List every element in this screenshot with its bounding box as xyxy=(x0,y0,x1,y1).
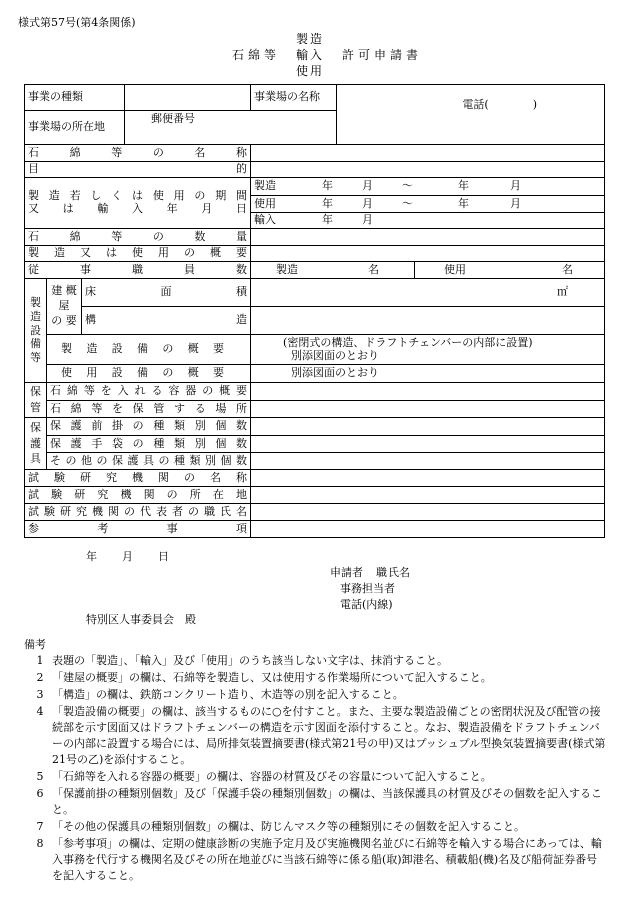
period-use-label: 使用 xyxy=(254,196,277,210)
date-day: 日 xyxy=(158,550,169,563)
institute-address-value[interactable] xyxy=(251,487,605,504)
note-item: 7 「その他の保護具の種類別個数」の欄は、防じんマスク等の種類別にその個数を記入すること。 xyxy=(36,820,525,833)
period-import-row[interactable] xyxy=(251,213,605,229)
quantity-value[interactable] xyxy=(251,229,605,246)
business-type-label: 事業の種類 xyxy=(25,85,125,111)
period-manufacture-from-month: 月 xyxy=(362,179,374,193)
period-manufacture-from-year: 年 xyxy=(322,179,334,193)
institute-rep-value[interactable] xyxy=(251,504,605,521)
period-import-month: 月 xyxy=(362,213,374,227)
storage-location-value[interactable] xyxy=(251,401,605,418)
workers-use-cell[interactable] xyxy=(415,262,605,279)
period-manufacture-label: 製造 xyxy=(254,179,277,193)
container-summary-label: 石綿等を入れる容器の概要 xyxy=(47,383,251,401)
structure-label: 構造 xyxy=(82,307,251,335)
reference-label: 参考事項 xyxy=(25,521,251,538)
use-equipment-note: 別添図面のとおり xyxy=(291,366,380,380)
manufacturing-equipment-label: 製造設備の概要 xyxy=(47,335,251,365)
workplace-name-label: 事業場の名称 xyxy=(251,85,337,111)
note-item: 5 「石綿等を入れる容器の概要」の欄は、容器の材質及びその容量について記入すること。 xyxy=(36,770,492,783)
business-type-value[interactable] xyxy=(125,85,251,111)
date-year: 年 xyxy=(86,550,97,563)
floor-area-value[interactable] xyxy=(251,279,605,307)
notes-section xyxy=(24,636,608,884)
period-use-row[interactable] xyxy=(251,196,605,213)
period-manufacture-to-month: 月 xyxy=(510,179,522,193)
application-form-table xyxy=(24,84,605,538)
applicant-label: 申請者 xyxy=(330,566,363,579)
usage-summary-label: 製造又は使用の概要 xyxy=(25,246,251,262)
note-item: 4 「製造設備の概要」の欄は、該当するものに○を付すこと。また、主要な製造設備ごとの密閉状況及び配管の接続部を示す図面又はドラフトチェンバーの構造を示す図面を添付すること。なお、製造設備をドラフトチェンバーの内部に設置する場合には、局所排気装置摘要書(様式第21号の甲)又はプッシュプル型換気装置摘要書(様式第21号の乙)を添付すること。 xyxy=(36,705,606,766)
title-suffix: 許可申請書 xyxy=(342,48,423,62)
title-prefix: 石綿等 xyxy=(232,48,281,62)
workers-label: 従事職員数 xyxy=(25,262,251,279)
period-manufacture-row[interactable] xyxy=(251,178,605,196)
date-month: 月 xyxy=(122,550,133,563)
applicant-position: 職 xyxy=(376,566,387,579)
gloves-count-label: 保護手袋の種類別個数 xyxy=(47,436,251,453)
institute-rep-label: 試験研究機関の代表者の職氏名 xyxy=(25,504,251,521)
usage-summary-value[interactable] xyxy=(251,246,605,262)
phone-label: 電話( ) xyxy=(462,98,538,111)
workplace-address-label: 事業場の所在地 xyxy=(25,111,125,145)
note-item: 1 表題の「製造」、「輸入」及び「使用」のうち該当しない文字は、抹消すること。 xyxy=(36,654,448,667)
title-option-manufacture: 製造 xyxy=(296,32,325,46)
building-summary-label: 建 概 屋 の 要 xyxy=(47,279,82,335)
manufacturing-equipment-value[interactable] xyxy=(251,335,605,365)
form-id: 様式第57号(第4条関係) xyxy=(18,16,136,29)
period-manufacture-to-year: 年 xyxy=(458,179,470,193)
period-manufacture-range: ～ xyxy=(402,179,414,193)
period-label xyxy=(25,178,251,229)
period-use-from-month: 月 xyxy=(362,196,374,210)
period-use-to-year: 年 xyxy=(458,196,470,210)
workers-manufacture-cell[interactable] xyxy=(251,262,415,279)
purpose-value[interactable] xyxy=(251,162,605,178)
note-item: 3 「構造」の欄は、鉄筋コンクリート造り、木造等の別を記入すること。 xyxy=(36,688,404,701)
period-use-from-year: 年 xyxy=(322,196,334,210)
workers-use-unit: 名 xyxy=(562,262,574,276)
reference-value[interactable] xyxy=(251,521,605,538)
apron-count-value[interactable] xyxy=(251,418,605,436)
workers-manufacture-unit: 名 xyxy=(368,262,380,276)
note-item: 6 「保護前掛の種類別個数」及び「保護手袋の種類別個数」の欄は、当該保護具の材質及びその個数を記入すること。 xyxy=(36,787,602,816)
period-label-line1: 製造若しくは使用の期間 xyxy=(28,189,248,203)
period-import-year: 年 xyxy=(322,213,334,227)
institute-address-label: 試験研究機関の所在地 xyxy=(25,487,251,504)
structure-value[interactable] xyxy=(251,307,605,335)
note-item: 8 「参考事項」の欄は、定期の健康診断の実施予定月及び実施機関名並びに石綿等を輸入する場合にあっては、輸入事務を代行する機関名及びその所在地並びに当該石綿等に係る船(取)卸港名、積載船(機)名及び船荷証券番号を記入すること。 xyxy=(36,837,602,882)
storage-location-label: 石綿等を保管する場所 xyxy=(47,401,251,418)
purpose-label: 目的 xyxy=(25,162,251,178)
other-protective-label: その他の保護具の種類別個数 xyxy=(47,453,251,470)
notes-title: 備考 xyxy=(24,638,46,651)
protective-group-label: 保 護 具 xyxy=(25,418,47,470)
workplace-name-value[interactable] xyxy=(337,85,605,145)
workplace-address-value[interactable] xyxy=(125,111,337,145)
notes-list xyxy=(28,653,608,884)
use-equipment-value[interactable] xyxy=(251,365,605,383)
institute-name-value[interactable] xyxy=(251,470,605,487)
use-equipment-label: 使用設備の概要 xyxy=(47,365,251,383)
storage-group-label: 保 管 xyxy=(25,383,47,418)
institute-name-label: 試験研究機関の名称 xyxy=(25,470,251,487)
area-unit: ㎡ xyxy=(557,285,569,299)
title-option-use: 使用 xyxy=(296,64,325,78)
title-option-import: 輸入 xyxy=(296,48,325,62)
asbestos-name-label: 石綿等の名称 xyxy=(25,145,251,162)
manufacturing-equipment-note2: 別添図面のとおり xyxy=(291,348,380,362)
applicant-officer[interactable]: 事務担当者 xyxy=(340,582,395,595)
manufacturing-equipment-note1: (密閉式の構造、ドラフトチェンバーの内部に設置) xyxy=(283,335,533,349)
note-item: 2 「建屋の概要」の欄は、石綿等を製造し、又は使用する作業場所について記入すること。 xyxy=(36,671,492,684)
facility-group-label: 製 造 設 備 等 xyxy=(25,279,47,383)
other-protective-value[interactable] xyxy=(251,453,605,470)
period-use-to-month: 月 xyxy=(510,196,522,210)
addressee: 特別区人事委員会 殿 xyxy=(86,613,196,626)
date-line[interactable] xyxy=(86,548,169,564)
container-summary-value[interactable] xyxy=(251,383,605,401)
postal-code-label: 郵便番号 xyxy=(151,112,196,125)
workers-use-label: 使用 xyxy=(444,262,467,276)
period-use-range: ～ xyxy=(402,196,414,210)
applicant-line[interactable] xyxy=(330,564,410,580)
applicant-name: 氏名 xyxy=(388,566,410,579)
applicant-phone[interactable]: 電話(内線) xyxy=(340,598,393,611)
workers-manufacture-label: 製造 xyxy=(276,262,299,276)
period-import-label: 輸入 xyxy=(254,213,277,227)
period-label-line2: 又は輸入年月日 xyxy=(28,202,248,215)
floor-area-label: 床面積 xyxy=(82,279,251,307)
quantity-label: 石綿等の数量 xyxy=(25,229,251,246)
gloves-count-value[interactable] xyxy=(251,436,605,453)
apron-count-label: 保護前掛の種類別個数 xyxy=(47,418,251,436)
asbestos-name-value[interactable] xyxy=(251,145,605,162)
